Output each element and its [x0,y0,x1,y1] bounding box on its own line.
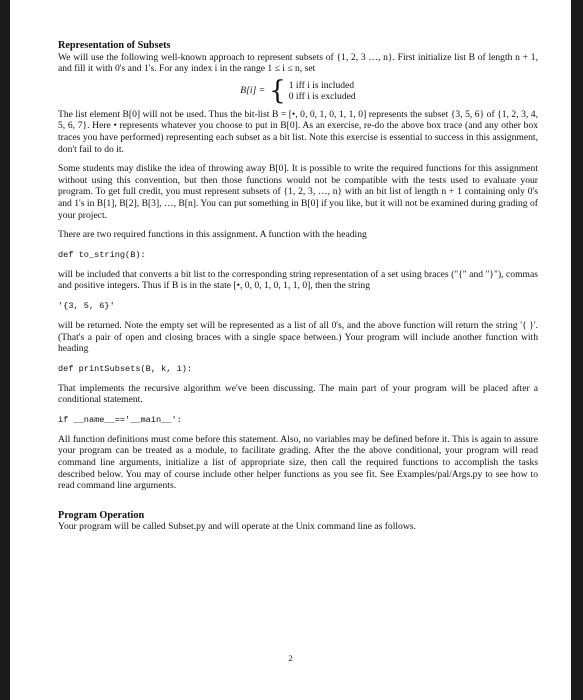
paragraph-recursive-algorithm: That implements the recursive algorithm we've been discussing. The main part of your program will be placed after a conditional statement. [58,382,538,406]
equation-case-excluded: 0 iff i is excluded [288,90,356,102]
code-to-string-heading: def to_string(B): [58,249,146,260]
paragraph-function-definitions: All function definitions must come before this statement. Also, no variables may be defined before it. This is again to assure your program can be treated as a module, to facilitate grading. After the the above conditional, your program will read command line arguments, initialize a list of appropriate size, then call the required functions to accomplish the tasks described below. You may of course include other helper functions as you see fit. See Examples/pal/Args.py to see how to read command line arguments. [58,433,538,492]
paragraph-to-string-description: will be included that converts a bit list to the corresponding string representation of a set using braces ("{" and "}"), commas and positive integers. Thus if B is in the state [•, 0, 0, 1, 0, 1, 1, 0], then the string [58,268,538,292]
code-example-string: '{3, 5, 6}' [58,300,115,311]
paragraph-required-functions: There are two required functions in this assignment. A function with the heading [58,229,367,241]
equation-bit-definition [58,75,538,106]
section-heading-program-operation: Program Operation [58,509,145,521]
document-page [10,0,571,700]
page-content [58,40,538,533]
code-main-conditional: if __name__=='__main__': [58,414,182,425]
equation-lhs: B[i] = [240,84,266,96]
paragraph-empty-set: will be returned. Note the empty set will be represented as a list of all 0's, and the above function will return the string '{ }'. (That's a pair of open and closing braces with a single space between.) Your program will include another function with heading [58,319,538,355]
paragraph-program-operation: Your program will be called Subset.py and will operate at the Unix command line as follows. [58,521,416,533]
equation-case-included: 1 iff i is included [288,79,355,91]
paragraph-bit-list-example: The list element B[0] will not be used. Thus the bit-list B = [•, 0, 0, 1, 0, 1, 1, 0] represents the subset {3, 5, 6} of {1, 2, 3, 4, 5, 6, 7}. Here • represents whatever you choose to put in B[0]. As an exercise, re-do the above box trace (and any other box traces you have performed) representing each subset as a bit list. Note this exercise is essential to success in this assignment, don't fail to do it. [58,108,538,155]
code-print-subsets-heading: def printSubsets(B, k, i): [58,363,193,374]
section-heading-representation: Representation of Subsets [58,40,171,51]
paragraph-b0-convention: Some students may dislike the idea of throwing away B[0]. It is possible to write the required functions for this assignment without using this convention, but then those functions would not be compatible with the tests used to evaluate your program. To get full credit, you must represent subsets of {1, 2, 3, …, n} with an bit list of length n + 1 containing only 0's and 1's in B[1], B[2], B[3], …, B[n]. You can put something in B[0] if you like, but it will not be examined during grading of your project. [58,163,538,221]
equation-brace: { [269,75,286,106]
page-number: 2 [288,653,293,663]
equation-cases [289,80,356,102]
paragraph-intro: We will use the following well-known approach to represent subsets of {1, 2, 3 …, n}. First initialize list B of length n + 1, and fill it with 0's and 1's. For any index i in the range 1 ≤ i ≤ n, set [58,51,538,75]
